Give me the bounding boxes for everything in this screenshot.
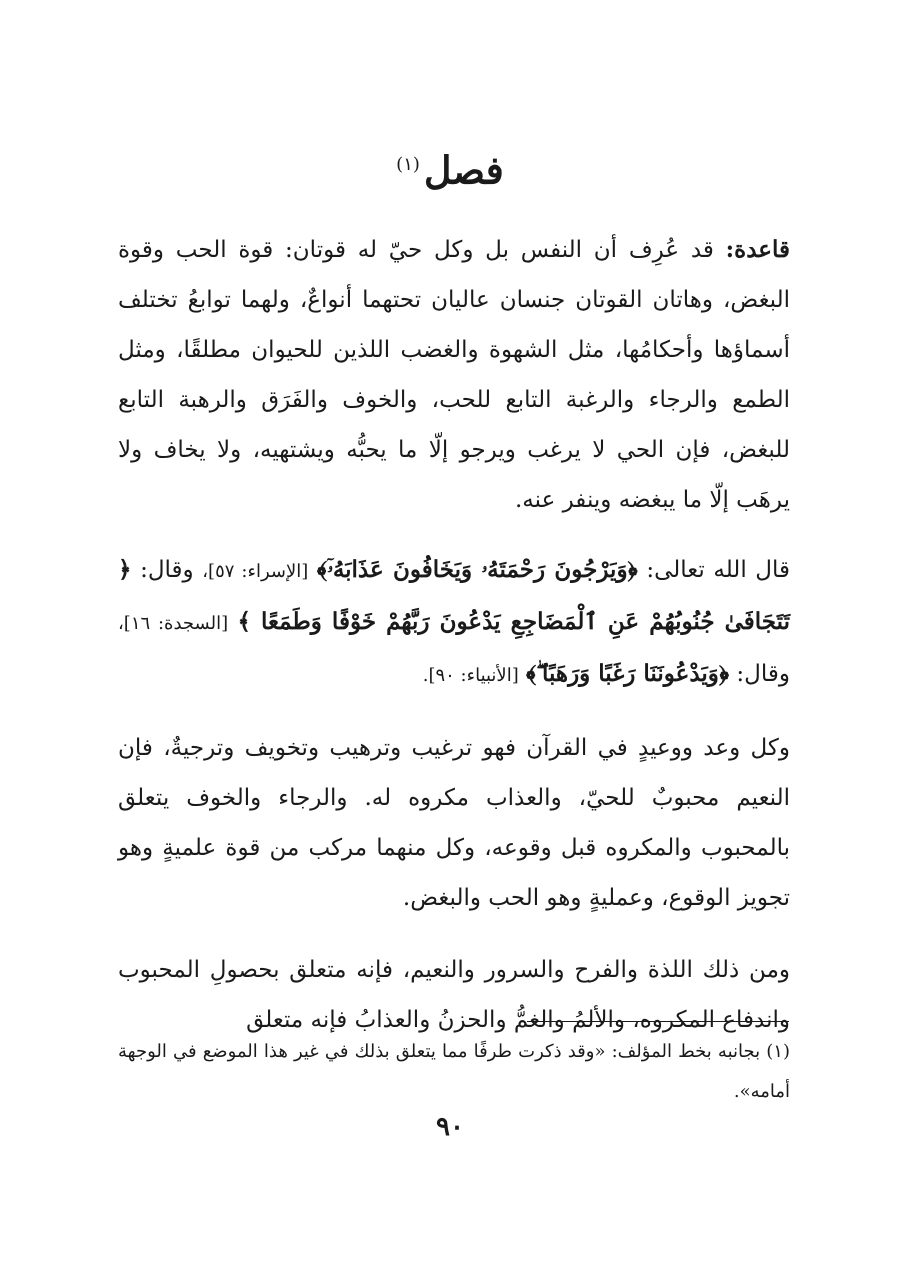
footnote-divider: [527, 1021, 789, 1022]
quran-verse-1: ﴿وَيَرْجُونَ رَحْمَتَهُۥ وَيَخَافُونَ عَذَابَهُۥٓ﴾: [316, 556, 638, 583]
paragraph-3: [118, 723, 790, 923]
verse-reference-2: [السجدة: ١٦]،: [118, 613, 229, 634]
section-title-text: فصل: [423, 147, 504, 193]
quote-intro-3: وقال:: [736, 661, 790, 687]
paragraph-2: [118, 545, 790, 701]
verse-reference-1: [الإسراء: ٥٧]،: [202, 561, 309, 582]
quran-verse-3: ﴿وَيَدْعُونَنَا رَغَبًا وَرَهَبًا ۖ﴾: [526, 660, 730, 687]
paragraph-1-text: قد عُرِف أن النفس بل وكل حيّ له قوتان: قوة الحب وقوة البغض، وهاتان القوتان جنسان عاليان تحتهما أنواعٌ، ولهما توابعُ تختلف أسماؤها وأحكامُها، مثل الشهوة والغضب اللذين للحيوان مطلقًا، ومثل الطمع والرجاء والرغبة التابع للحب، والخوف والفَرَق والرهبة التابع للبغض، فإن الحي لا يرغب ويرجو إلّا ما يحبُّه ويشتهيه، ولا يخاف ولا يرهَب إلّا ما يبغضه وينفر عنه.: [118, 237, 790, 513]
quote-intro-1: قال الله تعالى:: [646, 557, 791, 583]
main-text: [118, 225, 790, 1067]
paragraph-4-text: ومن ذلك اللذة والفرح والسرور والنعيم، فإنه متعلق بحصولِ المحبوب واندفاع المكروه، والألمُ والغمُّ والحزنُ والعذابُ فإنه متعلق: [118, 957, 790, 1033]
quran-verse-2: ﴿ تَتَجَافَىٰ جُنُوبُهُمْ عَنِ ٱلْمَضَاجِعِ يَدْعُونَ رَبَّهُمْ خَوْفًا وَطَمَعًا ﴾: [118, 556, 790, 635]
paragraph-4: [118, 945, 790, 1045]
footnote: [118, 1032, 790, 1112]
title-footnote-marker: (١): [396, 154, 420, 175]
section-title: [0, 140, 900, 196]
paragraph-1: [118, 225, 790, 525]
verse-reference-3: [الأنبياء: ٩٠].: [422, 665, 519, 686]
quote-intro-2: وقال:: [140, 557, 194, 583]
paragraph-3-text: وكل وعد ووعيدٍ في القرآن فهو ترغيب وترهيب وتخويف وترجيةٌ، فإن النعيم محبوبٌ للحيّ، والعذاب مكروه له. والرجاء والخوف يتعلق بالمحبوب والمكروه قبل وقوعه، وكل منهما مركب من قوة علميةٍ وهو تجويز الوقوع، وعمليةٍ وهو الحب والبغض.: [118, 735, 790, 911]
footnote-marker: (١): [766, 1041, 790, 1062]
footnote-text: بجانبه بخط المؤلف: «وقد ذكرت طرفًا مما يتعلق بذلك في غير هذا الموضع في الوجهة أمامه».: [118, 1041, 790, 1102]
page-number: ٩٠: [436, 1112, 464, 1142]
paragraph-lead-term: قاعدة:: [725, 236, 791, 263]
